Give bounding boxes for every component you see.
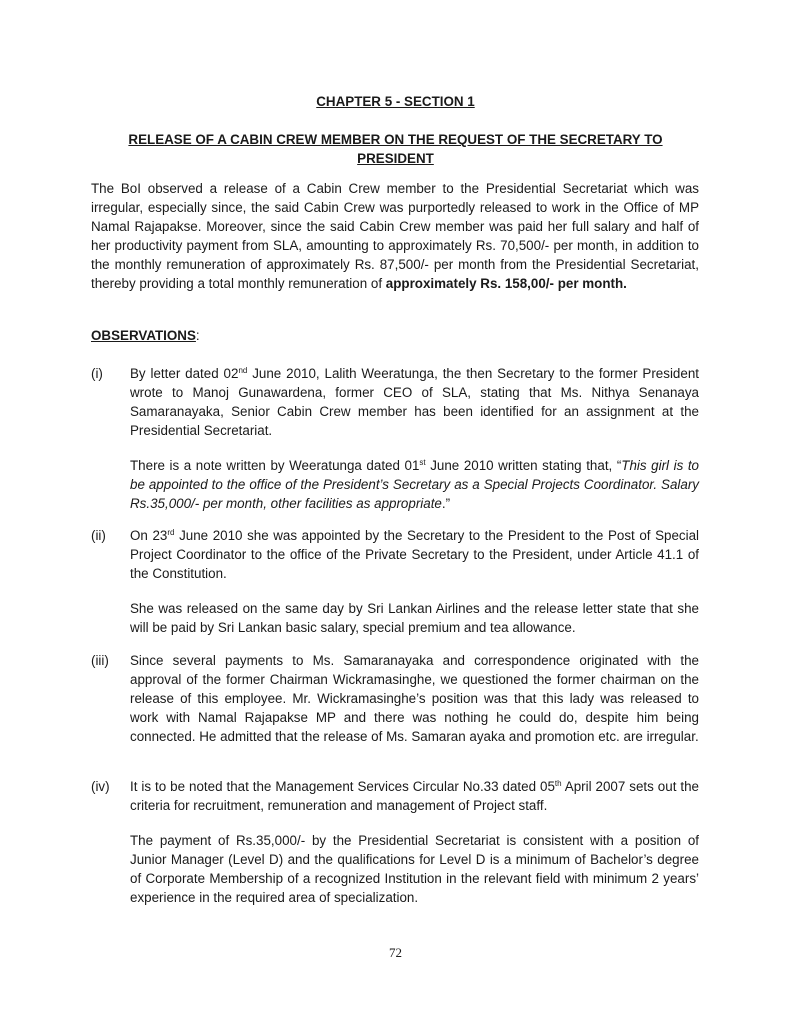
- observation-paragraph: The payment of Rs.35,000/- by the Presidential Secretariat is consistent with a position of Junior Manager (Level D) and the qualifications for Level D is a minimum of Bachelor’s degree of Corporate Membership of a recognized Institution in the relevant field with minimum 2 years’ experience in the required area of specialization.: [130, 833, 699, 905]
- quoted-note: This girl is to be appointed to the office of the President’s Secretary as a Special Projects Coordinator. Salary Rs.35,000/- per month, other facilities as appropriate: [130, 458, 699, 511]
- observation-paragraph: By letter dated 02nd June 2010, Lalith Weeratunga, the then Secretary to the former President wrote to Manoj Gunawardena, former CEO of SLA, stating that Ms. Nithya Senanaya Samaranayaka, Senior Cabin Crew member has been identified for an assignment at the Presidential Secretariat.: [130, 366, 699, 438]
- section-title: RELEASE OF A CABIN CREW MEMBER ON THE REQUEST OF THE SECRETARY TO PRESIDENT: [128, 132, 663, 166]
- intro-end: .: [623, 276, 627, 291]
- observation-item-i: [91, 364, 699, 513]
- observation-paragraph: There is a note written by Weeratunga dated 01st June 2010 written stating that, “This girl is to be appointed to the office of the President’s Secretary as a Special Projects Coordinator. Salary Rs.35,000/- per month, other facilities as appropriate.”: [130, 458, 699, 511]
- observation-paragraph: On 23rd June 2010 she was appointed by the Secretary to the President to the Post of Special Project Coordinator to the office of the Private Secretary to the President, under Article 41.1 of the Constitution.: [130, 528, 700, 581]
- intro-text: The BoI observed a release of a Cabin Crew member to the Presidential Secretariat which was irregular, especially since, the said Cabin Crew was purportedly released to work in the Office of MP Namal Rajapakse. Moreover, since the said Cabin Crew member was paid her full salary and half of her productivity payment from SLA, amounting to approximately Rs. 70,500/- per month, in addition to the monthly remuneration of approximately Rs. 87,500/- per month from the Presidential Secretariat, thereby providing a total monthly remuneration of: [91, 181, 699, 291]
- observation-item-ii: [91, 526, 699, 637]
- page-number: 72: [389, 945, 402, 960]
- intro-paragraph: [91, 179, 699, 293]
- observation-item-iv: [91, 777, 699, 907]
- observation-paragraph: It is to be noted that the Management Services Circular No.33 dated 05th April 2007 sets out the criteria for recruitment, remuneration and management of Project staff.: [130, 779, 699, 813]
- observation-paragraph: Since several payments to Ms. Samaranayaka and correspondence originated with the approval of the former Chairman Wickramasinghe, we questioned the former chairman on the release of this employee. Mr. Wickramasinghe’s position was that this lady was released to work with Namal Rajapakse MP and there was nothing he could do, despite him being connected. He admitted that the release of Ms. Samaran ayaka and promotion etc. are irregular.: [130, 653, 699, 744]
- item-number: (iv): [91, 779, 110, 794]
- item-number: (iii): [91, 653, 109, 668]
- chapter-heading: CHAPTER 5 - SECTION 1: [316, 94, 475, 109]
- observation-paragraph: She was released on the same day by Sri Lankan Airlines and the release letter state that she will be paid by Sri Lankan basic salary, special premium and tea allowance.: [130, 601, 699, 635]
- observation-item-iii: [91, 651, 699, 746]
- item-number: (i): [91, 366, 103, 381]
- item-number: (ii): [91, 528, 106, 543]
- observations-heading: OBSERVATIONS:: [91, 328, 200, 343]
- intro-bold-amount: approximately Rs. 158,00/- per month: [385, 276, 624, 291]
